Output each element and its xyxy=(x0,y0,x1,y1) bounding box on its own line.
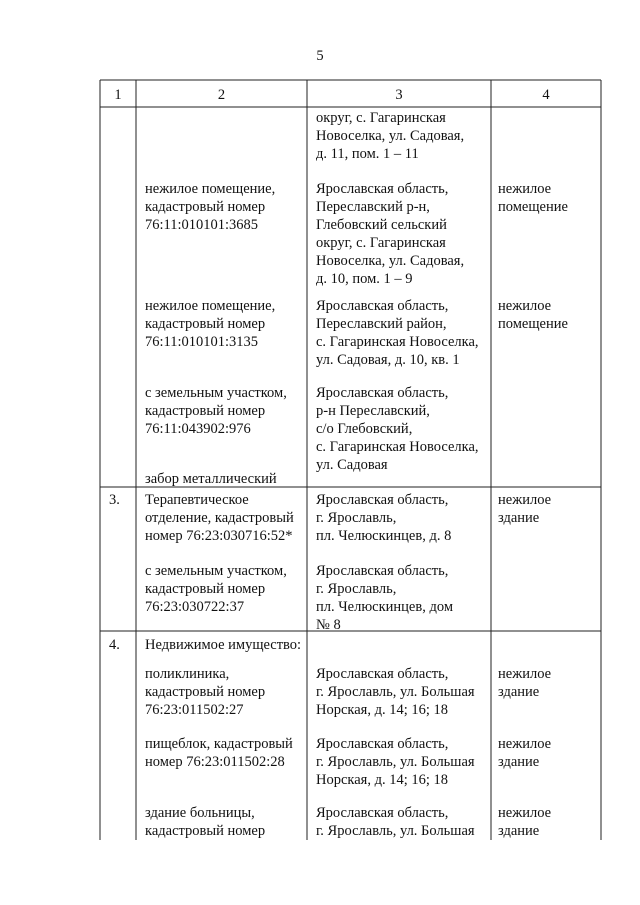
table-cell-address: Ярославская область, Переславский р-н, Глебовский сельский округ, с. Гагаринская Новоселка, ул. Садовая, д. 10, пом. 1 – 9 xyxy=(316,181,465,287)
table-cell-type: нежилое здание xyxy=(498,666,552,700)
table-cell-name: забор металлический xyxy=(145,471,277,487)
table-cell-name: Недвижимое имущество: xyxy=(145,637,302,653)
table-cell-name: с земельным участком, кадастровый номер 76:23:030722:37 xyxy=(145,563,287,615)
table-cell-type: нежилое помещение xyxy=(498,298,568,332)
table-cell-address: Ярославская область, г. Ярославль, пл. Челюскинцев, д. 8 xyxy=(316,492,452,544)
table-cell-type: нежилое помещение xyxy=(498,181,568,215)
table-cell-address: Ярославская область, г. Ярославль, пл. Челюскинцев, дом № 8 xyxy=(316,563,453,633)
table-cell-address: Ярославская область, г. Ярославль, ул. Большая xyxy=(316,805,475,839)
table-cell-num: 3. xyxy=(109,492,120,508)
table-header-2: 2 xyxy=(217,87,226,103)
table-cell-address: Ярославская область, Переславский район, с. Гагаринская Новоселка, ул. Садовая, д. 10, кв. 1 xyxy=(316,298,479,368)
table-cell-name: здание больницы, кадастровый номер xyxy=(145,805,266,839)
table-cell-address: Ярославская область, г. Ярославль, ул. Большая Норская, д. 14; 16; 18 xyxy=(316,736,475,788)
table-header-4: 4 xyxy=(542,87,550,103)
table-cell-type: нежилое здание xyxy=(498,805,552,839)
table-cell-name: нежилое помещение, кадастровый номер 76:11:010101:3135 xyxy=(145,298,276,350)
table-cell-address: округ, с. Гагаринская Новоселка, ул. Садовая, д. 11, пом. 1 – 11 xyxy=(316,110,465,162)
table-cell-address: Ярославская область, г. Ярославль, ул. Большая Норская, д. 14; 16; 18 xyxy=(316,666,475,718)
table-cell-type: нежилое здание xyxy=(498,736,552,770)
table-header-3: 3 xyxy=(395,87,403,103)
table-cell-name: нежилое помещение, кадастровый номер 76:11:010101:3685 xyxy=(145,181,276,233)
table-cell-name: пищеблок, кадастровый номер 76:23:011502:28 xyxy=(145,736,293,770)
table-header-1: 1 xyxy=(114,87,122,103)
table-cell-type: нежилое здание xyxy=(498,492,552,526)
page-number: 5 xyxy=(316,48,324,64)
table-cell-address: Ярославская область, р-н Переславский, с/о Глебовский, с. Гагаринская Новоселка, ул. Садовая xyxy=(316,385,479,473)
table-cell-name: Терапевтическое отделение, кадастровый номер 76:23:030716:52* xyxy=(145,492,294,544)
table-cell-name: с земельным участком, кадастровый номер 76:11:043902:976 xyxy=(145,385,287,437)
table-cell-num: 4. xyxy=(109,637,120,653)
table-cell-name: поликлиника, кадастровый номер 76:23:011502:27 xyxy=(145,666,266,718)
